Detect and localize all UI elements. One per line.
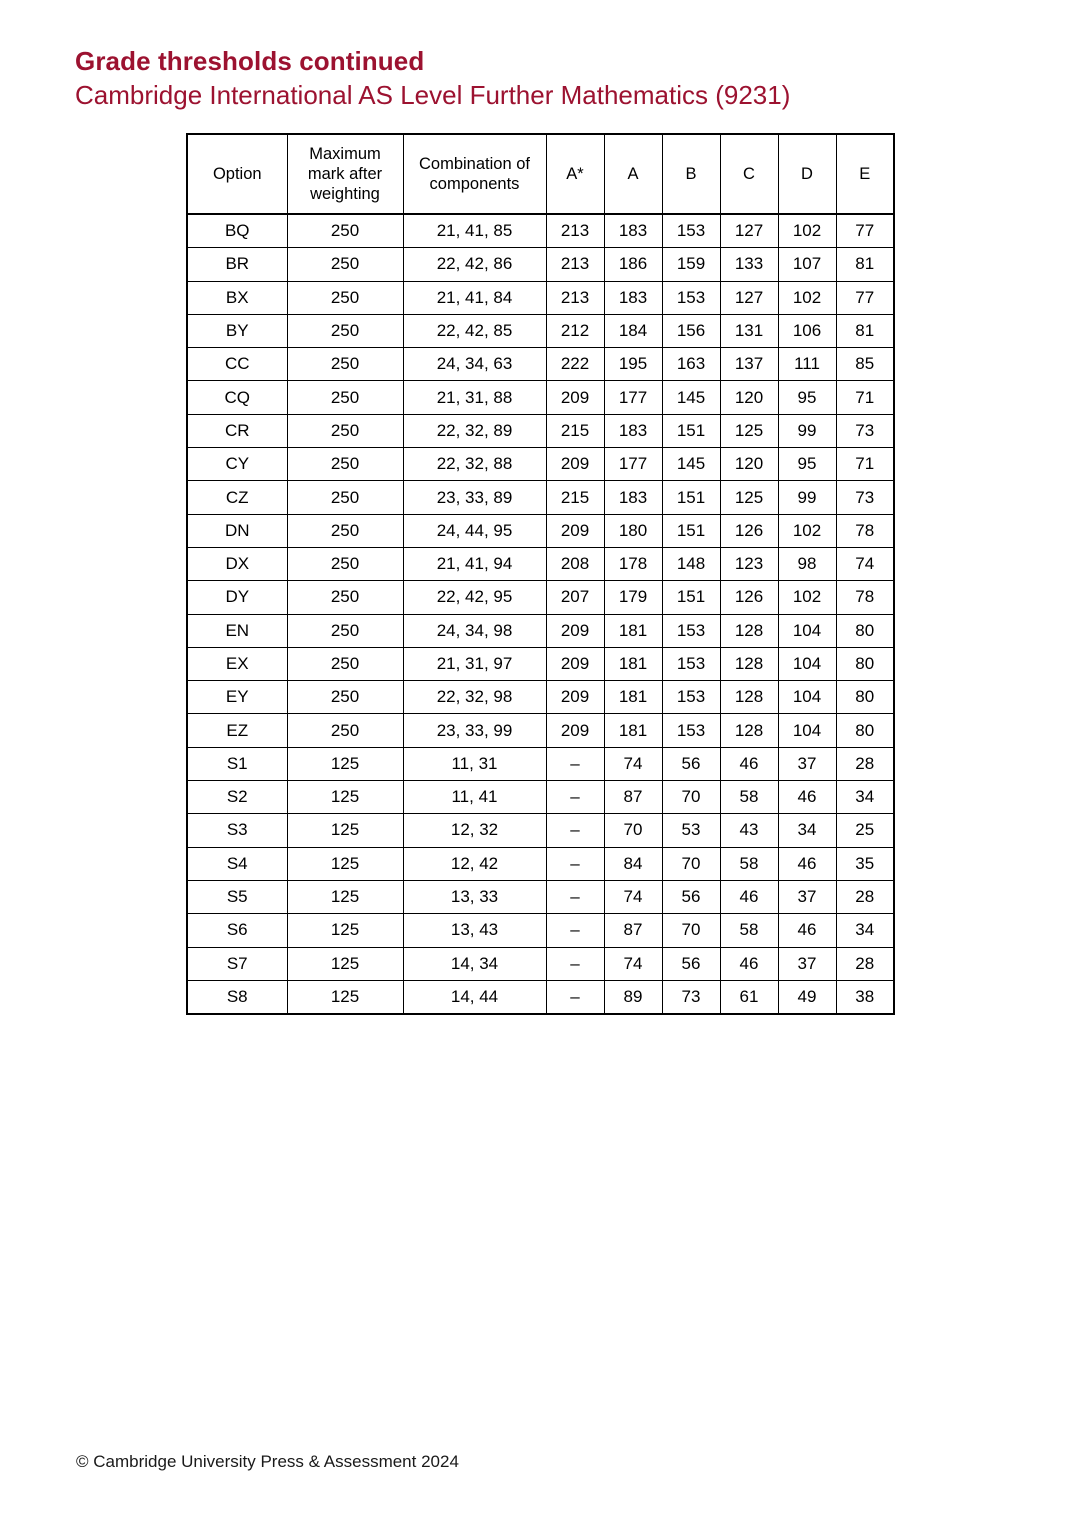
cell-combination-of-components: 24, 34, 98 <box>403 614 546 647</box>
cell-combination-of-components: 11, 31 <box>403 747 546 780</box>
cell-maximum-mark: 125 <box>287 980 403 1014</box>
table-row <box>187 481 894 514</box>
cell-option: DX <box>187 547 287 580</box>
cell-option: S5 <box>187 880 287 913</box>
cell-grade-b: 153 <box>662 714 720 747</box>
cell-grade-a: 177 <box>604 448 662 481</box>
cell-grade-a-star: 222 <box>546 348 604 381</box>
column-header-grade-a-star: A* <box>546 134 604 214</box>
cell-grade-d: 106 <box>778 314 836 347</box>
column-header-grade-c: C <box>720 134 778 214</box>
cell-grade-a-star: – <box>546 847 604 880</box>
grade-thresholds-table <box>186 133 895 1015</box>
cell-grade-a: 179 <box>604 581 662 614</box>
cell-grade-a-star: – <box>546 781 604 814</box>
table-row <box>187 581 894 614</box>
cell-grade-c: 46 <box>720 747 778 780</box>
cell-option: S1 <box>187 747 287 780</box>
cell-grade-d: 104 <box>778 614 836 647</box>
column-header-grade-a: A <box>604 134 662 214</box>
cell-grade-c: 58 <box>720 781 778 814</box>
cell-grade-e: 38 <box>836 980 894 1014</box>
cell-grade-e: 77 <box>836 281 894 314</box>
table-row <box>187 448 894 481</box>
cell-maximum-mark: 250 <box>287 514 403 547</box>
cell-combination-of-components: 22, 42, 86 <box>403 248 546 281</box>
cell-option: EX <box>187 647 287 680</box>
cell-grade-e: 34 <box>836 914 894 947</box>
cell-maximum-mark: 250 <box>287 348 403 381</box>
cell-combination-of-components: 21, 31, 88 <box>403 381 546 414</box>
cell-grade-d: 34 <box>778 814 836 847</box>
table-body <box>187 214 894 1014</box>
cell-maximum-mark: 125 <box>287 947 403 980</box>
page-title: Grade thresholds continued <box>75 46 425 76</box>
column-header-maximum-mark-after-weighting <box>287 134 403 214</box>
cell-grade-c: 126 <box>720 581 778 614</box>
cell-option: CC <box>187 348 287 381</box>
cell-grade-d: 111 <box>778 348 836 381</box>
cell-grade-e: 80 <box>836 681 894 714</box>
table-header-row <box>187 134 894 214</box>
cell-grade-a-star: 209 <box>546 381 604 414</box>
cell-option: CY <box>187 448 287 481</box>
cell-grade-b: 151 <box>662 481 720 514</box>
cell-grade-e: 78 <box>836 581 894 614</box>
cell-grade-c: 46 <box>720 880 778 913</box>
cell-grade-a: 181 <box>604 714 662 747</box>
cell-grade-a: 87 <box>604 781 662 814</box>
cell-maximum-mark: 250 <box>287 614 403 647</box>
cell-grade-a: 183 <box>604 481 662 514</box>
cell-combination-of-components: 22, 32, 89 <box>403 414 546 447</box>
cell-grade-a: 184 <box>604 314 662 347</box>
cell-grade-c: 58 <box>720 847 778 880</box>
cell-grade-c: 128 <box>720 647 778 680</box>
cell-grade-e: 80 <box>836 714 894 747</box>
cell-grade-a: 183 <box>604 414 662 447</box>
table-row <box>187 348 894 381</box>
cell-grade-a: 84 <box>604 847 662 880</box>
cell-grade-e: 85 <box>836 348 894 381</box>
cell-option: CR <box>187 414 287 447</box>
cell-grade-d: 95 <box>778 381 836 414</box>
cell-maximum-mark: 250 <box>287 281 403 314</box>
cell-maximum-mark: 250 <box>287 481 403 514</box>
cell-combination-of-components: 24, 44, 95 <box>403 514 546 547</box>
cell-option: BR <box>187 248 287 281</box>
cell-grade-c: 61 <box>720 980 778 1014</box>
cell-grade-a-star: 215 <box>546 414 604 447</box>
cell-grade-a-star: 207 <box>546 581 604 614</box>
cell-grade-a-star: 213 <box>546 281 604 314</box>
cell-option: DY <box>187 581 287 614</box>
cell-maximum-mark: 250 <box>287 714 403 747</box>
cell-maximum-mark: 250 <box>287 547 403 580</box>
cell-grade-b: 70 <box>662 914 720 947</box>
cell-grade-c: 133 <box>720 248 778 281</box>
cell-combination-of-components: 21, 41, 94 <box>403 547 546 580</box>
table-row <box>187 980 894 1014</box>
cell-option: S3 <box>187 814 287 847</box>
cell-grade-c: 120 <box>720 381 778 414</box>
cell-combination-of-components: 24, 34, 63 <box>403 348 546 381</box>
cell-grade-b: 151 <box>662 414 720 447</box>
column-header-grade-d: D <box>778 134 836 214</box>
cell-grade-a-star: 209 <box>546 614 604 647</box>
column-header-combination-line2: components <box>429 175 520 193</box>
cell-grade-c: 126 <box>720 514 778 547</box>
column-header-combination-line1: Combination of <box>419 154 530 173</box>
cell-option: S8 <box>187 980 287 1014</box>
cell-grade-a-star: 209 <box>546 448 604 481</box>
cell-grade-a: 74 <box>604 747 662 780</box>
cell-grade-a: 186 <box>604 248 662 281</box>
cell-grade-b: 159 <box>662 248 720 281</box>
cell-combination-of-components: 22, 42, 85 <box>403 314 546 347</box>
cell-grade-b: 153 <box>662 214 720 248</box>
page-subtitle: Cambridge International AS Level Further Mathematics (9231) <box>75 80 791 111</box>
cell-grade-b: 148 <box>662 547 720 580</box>
cell-grade-b: 145 <box>662 381 720 414</box>
cell-grade-a: 74 <box>604 880 662 913</box>
cell-grade-e: 28 <box>836 747 894 780</box>
cell-grade-a-star: – <box>546 747 604 780</box>
cell-maximum-mark: 250 <box>287 248 403 281</box>
cell-grade-b: 145 <box>662 448 720 481</box>
cell-option: EY <box>187 681 287 714</box>
cell-option: EZ <box>187 714 287 747</box>
column-header-grade-b: B <box>662 134 720 214</box>
cell-combination-of-components: 12, 32 <box>403 814 546 847</box>
column-header-maximum-mark-line1: Maximum <box>309 144 381 163</box>
cell-combination-of-components: 22, 32, 98 <box>403 681 546 714</box>
cell-grade-b: 156 <box>662 314 720 347</box>
column-header-grade-e: E <box>836 134 894 214</box>
cell-grade-b: 151 <box>662 581 720 614</box>
cell-grade-a: 74 <box>604 947 662 980</box>
cell-grade-e: 34 <box>836 781 894 814</box>
table-row <box>187 248 894 281</box>
cell-grade-a: 181 <box>604 647 662 680</box>
column-header-maximum-mark-line3: weighting <box>310 185 380 204</box>
cell-grade-d: 49 <box>778 980 836 1014</box>
column-header-combination-of-components <box>403 134 546 214</box>
cell-grade-d: 37 <box>778 880 836 913</box>
cell-option: BQ <box>187 214 287 248</box>
cell-grade-a: 70 <box>604 814 662 847</box>
cell-grade-e: 74 <box>836 547 894 580</box>
cell-grade-a: 195 <box>604 348 662 381</box>
cell-grade-e: 28 <box>836 880 894 913</box>
cell-grade-b: 56 <box>662 747 720 780</box>
cell-combination-of-components: 14, 44 <box>403 980 546 1014</box>
cell-grade-d: 102 <box>778 514 836 547</box>
cell-grade-d: 104 <box>778 714 836 747</box>
cell-grade-d: 98 <box>778 547 836 580</box>
cell-grade-a: 183 <box>604 214 662 248</box>
table-row <box>187 747 894 780</box>
cell-grade-c: 58 <box>720 914 778 947</box>
cell-combination-of-components: 21, 41, 84 <box>403 281 546 314</box>
cell-grade-a: 177 <box>604 381 662 414</box>
cell-grade-e: 35 <box>836 847 894 880</box>
cell-grade-a-star: 212 <box>546 314 604 347</box>
cell-option: S4 <box>187 847 287 880</box>
cell-combination-of-components: 12, 42 <box>403 847 546 880</box>
cell-maximum-mark: 125 <box>287 847 403 880</box>
cell-grade-c: 128 <box>720 714 778 747</box>
cell-grade-c: 127 <box>720 281 778 314</box>
cell-grade-a: 181 <box>604 681 662 714</box>
cell-grade-b: 153 <box>662 281 720 314</box>
table-header <box>187 134 894 214</box>
cell-grade-e: 78 <box>836 514 894 547</box>
cell-grade-d: 107 <box>778 248 836 281</box>
table-row <box>187 214 894 248</box>
cell-combination-of-components: 23, 33, 99 <box>403 714 546 747</box>
cell-grade-c: 120 <box>720 448 778 481</box>
cell-option: BX <box>187 281 287 314</box>
cell-maximum-mark: 125 <box>287 747 403 780</box>
cell-grade-b: 53 <box>662 814 720 847</box>
cell-grade-d: 104 <box>778 647 836 680</box>
cell-grade-a-star: 209 <box>546 514 604 547</box>
cell-maximum-mark: 250 <box>287 414 403 447</box>
cell-grade-d: 46 <box>778 847 836 880</box>
column-header-option: Option <box>187 134 287 214</box>
cell-combination-of-components: 13, 43 <box>403 914 546 947</box>
cell-grade-b: 163 <box>662 348 720 381</box>
table-row <box>187 814 894 847</box>
grade-thresholds-table-wrapper <box>186 133 895 1015</box>
cell-grade-a-star: 213 <box>546 214 604 248</box>
cell-grade-a-star: – <box>546 980 604 1014</box>
document-heading-block <box>75 46 790 112</box>
cell-maximum-mark: 125 <box>287 781 403 814</box>
table-row <box>187 281 894 314</box>
cell-grade-a: 181 <box>604 614 662 647</box>
cell-grade-b: 153 <box>662 647 720 680</box>
cell-grade-e: 81 <box>836 314 894 347</box>
cell-grade-c: 137 <box>720 348 778 381</box>
cell-grade-c: 128 <box>720 614 778 647</box>
cell-grade-e: 80 <box>836 614 894 647</box>
cell-combination-of-components: 22, 42, 95 <box>403 581 546 614</box>
cell-combination-of-components: 22, 32, 88 <box>403 448 546 481</box>
cell-grade-d: 37 <box>778 747 836 780</box>
cell-grade-a-star: 213 <box>546 248 604 281</box>
cell-grade-c: 125 <box>720 481 778 514</box>
cell-maximum-mark: 250 <box>287 647 403 680</box>
cell-maximum-mark: 250 <box>287 214 403 248</box>
cell-grade-a-star: 208 <box>546 547 604 580</box>
cell-grade-a: 178 <box>604 547 662 580</box>
cell-maximum-mark: 125 <box>287 914 403 947</box>
cell-grade-c: 123 <box>720 547 778 580</box>
cell-combination-of-components: 11, 41 <box>403 781 546 814</box>
cell-grade-e: 25 <box>836 814 894 847</box>
cell-grade-d: 102 <box>778 214 836 248</box>
table-row <box>187 614 894 647</box>
cell-grade-c: 43 <box>720 814 778 847</box>
cell-grade-e: 80 <box>836 647 894 680</box>
cell-option: S2 <box>187 781 287 814</box>
table-row <box>187 914 894 947</box>
table-row <box>187 381 894 414</box>
cell-grade-e: 73 <box>836 481 894 514</box>
cell-grade-d: 102 <box>778 581 836 614</box>
cell-grade-a-star: 209 <box>546 647 604 680</box>
cell-grade-e: 28 <box>836 947 894 980</box>
cell-combination-of-components: 21, 31, 97 <box>403 647 546 680</box>
cell-grade-b: 153 <box>662 681 720 714</box>
cell-grade-d: 99 <box>778 414 836 447</box>
table-row <box>187 681 894 714</box>
cell-maximum-mark: 250 <box>287 314 403 347</box>
cell-grade-a: 89 <box>604 980 662 1014</box>
cell-grade-d: 37 <box>778 947 836 980</box>
cell-combination-of-components: 23, 33, 89 <box>403 481 546 514</box>
cell-grade-c: 125 <box>720 414 778 447</box>
cell-grade-e: 71 <box>836 448 894 481</box>
cell-maximum-mark: 125 <box>287 880 403 913</box>
cell-grade-a-star: – <box>546 914 604 947</box>
cell-grade-a-star: 209 <box>546 714 604 747</box>
cell-grade-e: 77 <box>836 214 894 248</box>
cell-maximum-mark: 250 <box>287 581 403 614</box>
table-row <box>187 514 894 547</box>
cell-grade-d: 46 <box>778 781 836 814</box>
cell-option: S7 <box>187 947 287 980</box>
cell-grade-a-star: 215 <box>546 481 604 514</box>
cell-maximum-mark: 250 <box>287 448 403 481</box>
cell-combination-of-components: 14, 34 <box>403 947 546 980</box>
cell-grade-d: 104 <box>778 681 836 714</box>
cell-grade-a-star: – <box>546 814 604 847</box>
cell-option: CQ <box>187 381 287 414</box>
cell-maximum-mark: 250 <box>287 681 403 714</box>
cell-grade-b: 70 <box>662 781 720 814</box>
cell-maximum-mark: 125 <box>287 814 403 847</box>
cell-grade-c: 128 <box>720 681 778 714</box>
table-row <box>187 947 894 980</box>
cell-maximum-mark: 250 <box>287 381 403 414</box>
table-row <box>187 880 894 913</box>
cell-grade-a-star: – <box>546 880 604 913</box>
copyright-footer: © Cambridge University Press & Assessment 2024 <box>76 1452 459 1471</box>
table-row <box>187 414 894 447</box>
cell-grade-c: 127 <box>720 214 778 248</box>
table-row <box>187 647 894 680</box>
column-header-maximum-mark-line2: mark after <box>307 164 383 183</box>
cell-combination-of-components: 21, 41, 85 <box>403 214 546 248</box>
table-row <box>187 847 894 880</box>
cell-grade-a: 183 <box>604 281 662 314</box>
cell-grade-b: 153 <box>662 614 720 647</box>
cell-grade-d: 102 <box>778 281 836 314</box>
cell-grade-d: 46 <box>778 914 836 947</box>
cell-grade-b: 70 <box>662 847 720 880</box>
cell-grade-c: 131 <box>720 314 778 347</box>
cell-grade-b: 73 <box>662 980 720 1014</box>
table-row <box>187 714 894 747</box>
cell-grade-b: 56 <box>662 947 720 980</box>
cell-grade-b: 151 <box>662 514 720 547</box>
cell-grade-e: 73 <box>836 414 894 447</box>
cell-option: EN <box>187 614 287 647</box>
cell-grade-d: 95 <box>778 448 836 481</box>
cell-grade-b: 56 <box>662 880 720 913</box>
cell-grade-d: 99 <box>778 481 836 514</box>
cell-grade-a-star: – <box>546 947 604 980</box>
cell-grade-a: 87 <box>604 914 662 947</box>
cell-grade-e: 71 <box>836 381 894 414</box>
cell-grade-a-star: 209 <box>546 681 604 714</box>
cell-grade-c: 46 <box>720 947 778 980</box>
cell-grade-a: 180 <box>604 514 662 547</box>
cell-combination-of-components: 13, 33 <box>403 880 546 913</box>
table-row <box>187 781 894 814</box>
cell-option: CZ <box>187 481 287 514</box>
cell-grade-e: 81 <box>836 248 894 281</box>
cell-option: BY <box>187 314 287 347</box>
cell-option: DN <box>187 514 287 547</box>
table-row <box>187 314 894 347</box>
table-row <box>187 547 894 580</box>
cell-option: S6 <box>187 914 287 947</box>
